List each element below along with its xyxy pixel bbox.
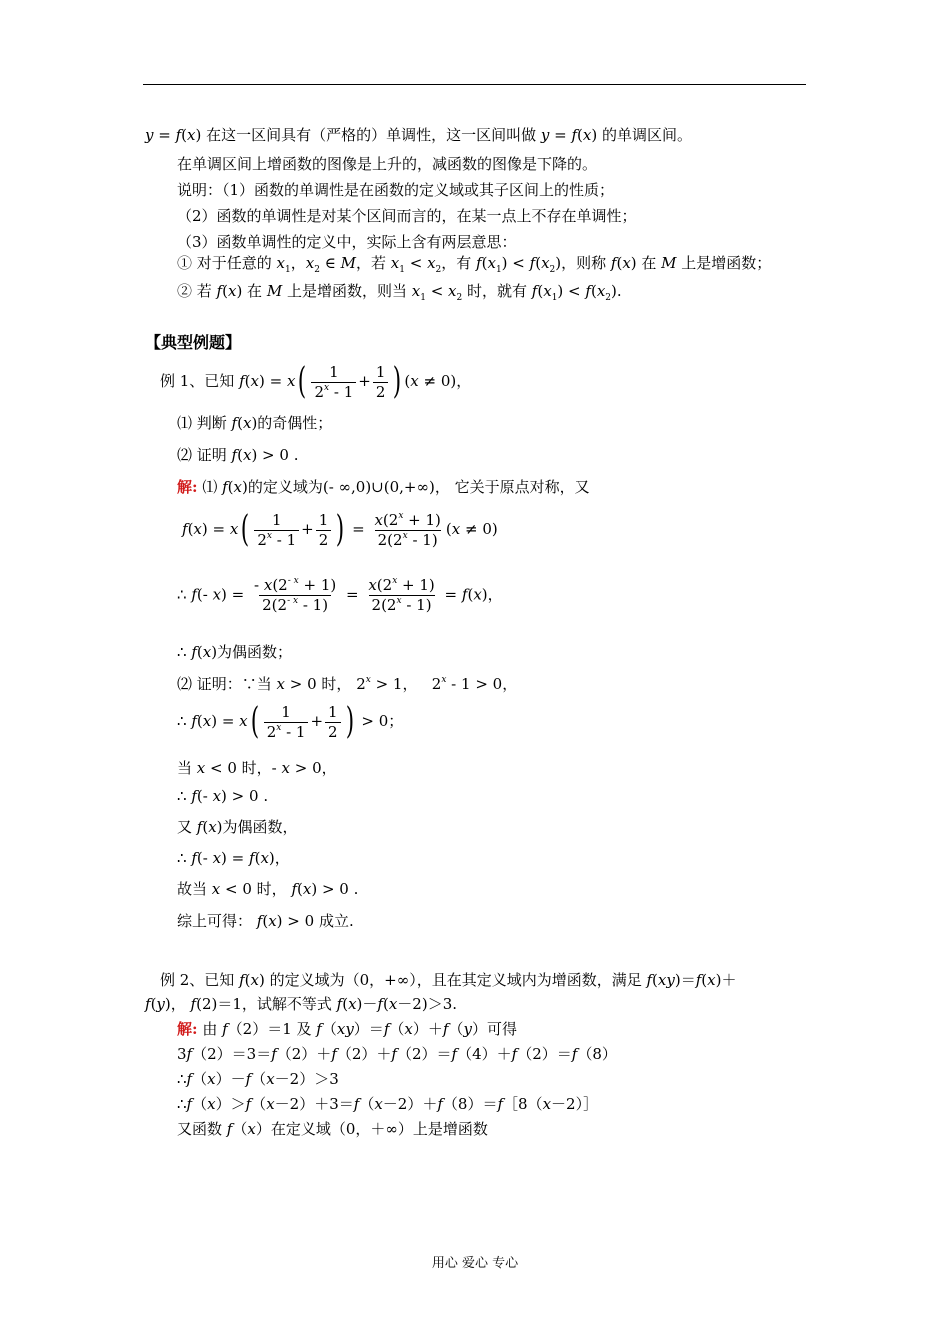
example-2-title-line-1: 例 2、已知 f(x) 的定义域为（0，+∞），且在其定义域内为增函数，满足 f(xy)＝f(x)＋ [160, 971, 737, 989]
example-1-solution-1: 解: ⑴ f(x)的定义域为(- ∞,0)∪(0,+∞)， 它关于原点对称，又 [177, 478, 590, 496]
example-1-question-2: ⑵ 证明 f(x) > 0 . [177, 446, 299, 464]
example-1-solution-5: ⑵ 证明：∵当 x > 0 时， $2^x > 1$， 2$^x$ - 1 > 0， [177, 675, 518, 693]
example-1-title: 例 1、已知 f(x) = x( $\frac{1}{2^x - 1}$ + $\frac{1}{2}$ ) (x ≠ 0)， [160, 361, 472, 402]
page-footer: 用心 爱心 专心 [431, 1256, 519, 1271]
text-line-1: y = f(x) 在这一区间具有（严格的）单调性，这一区间叫做 y = f(x) 的单调区间。 [145, 126, 692, 144]
text-line-2: 在单调区间上增函数的图像是上升的，减函数的图像是下降的。 [177, 155, 598, 173]
example-1-solution-7: 当 x < 0 时，- x > 0， [177, 759, 337, 777]
example-1-solution-2: f(x) = x( $\frac{1}{2^x - 1}$ + $\frac{1}{2}$ ) = $\frac{x(2^x + 1)}{2(2^x - 1)}$ (x ≠ 0) [182, 509, 498, 550]
example-1-solution-10: ∴ f(- x) = f(x)， [177, 849, 290, 867]
example-1-solution-12: 综上可得： f(x) > 0 成立. [177, 912, 354, 930]
section-heading: 【典型例题】 [145, 333, 242, 352]
example-2-solution-1: 解: 由 f（2）＝1 及 f（xy）＝f（x）＋f（y）可得 [177, 1020, 517, 1038]
text-line-4: （2）函数的单调性是对某个区间而言的，在某一点上不存在单调性； [177, 207, 637, 225]
solution-label: 解: [177, 478, 198, 496]
text-line-6: ① 对于任意的 $x_1$，$x_2$ ∈ M，若 $x_1 < x_2$，有 $f(x_1) < f(x_2)$，则称 f(x) 在 M 上是增函数； [177, 254, 772, 275]
solution-label-2: 解: [177, 1020, 198, 1038]
header-rule [143, 84, 806, 85]
example-2-solution-3: ∴f（x）－f（x－2）＞3 [177, 1070, 339, 1088]
example-1-solution-8: ∴ f(- x) > 0 . [177, 787, 269, 805]
example-1-solution-9: 又 f(x)为偶函数， [177, 818, 298, 836]
example-2-solution-2: 3f（2）＝3＝f（2）＋f（2）＋f（2）＝f（4）＋f（2）＝f（8） [177, 1045, 617, 1063]
example-2-solution-5: 又函数 f（x）在定义域（0，＋∞）上是增函数 [177, 1120, 488, 1138]
text-line-7: ② 若 f(x) 在 M 上是增函数，则当 $x_1 < x_2$ 时，就有 $f(x_1) < f(x_2)$. [177, 282, 622, 303]
example-1-question-1: ⑴ 判断 f(x)的奇偶性； [177, 414, 333, 432]
example-2-title-line-2: f(y)， f(2)＝1，试解不等式 f(x)－f(x－2)＞3. [145, 995, 458, 1013]
text-line-3: 说明：（1）函数的单调性是在函数的定义域或其子区间上的性质； [177, 181, 615, 199]
example-1-solution-6: ∴ f(x) = x( $\frac{1}{2^x - 1}$ + $\frac{1}{2}$ ) > 0； [177, 701, 404, 742]
example-2-solution-4: ∴f（x）＞f（x－2）＋3＝f（x－2）＋f（8）＝f［8（x－2）］ [177, 1095, 599, 1113]
example-1-solution-4: ∴ f(x)为偶函数； [177, 643, 293, 661]
text-line-5: （3）函数单调性的定义中，实际上含有两层意思： [177, 233, 517, 251]
example-1-solution-3: ∴ f(- x) = $\frac{- x(2^{- x} + 1)}{2(2^{- x} - 1)}$ = $\frac{x(2^x + 1)}{2(2^x - 1)}$ = f(x)， [177, 576, 503, 614]
example-1-solution-11: 故当 x < 0 时， f(x) > 0 . [177, 880, 359, 898]
